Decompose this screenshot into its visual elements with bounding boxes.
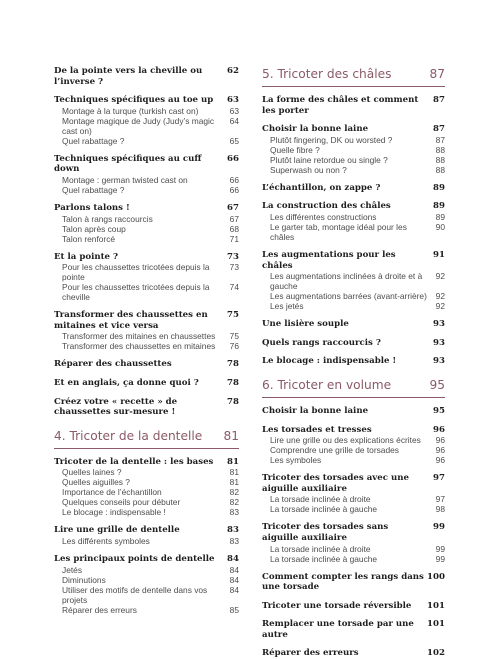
entry-label: Talon renforcé xyxy=(62,233,116,244)
entry-label: Techniques spécifiques au toe up xyxy=(54,95,214,106)
toc-subentry xyxy=(262,301,445,311)
toc-subentry xyxy=(262,155,445,165)
toc-entry xyxy=(54,397,239,418)
page-number: 96 xyxy=(433,424,445,435)
entry-label: Jetés xyxy=(62,564,83,575)
entry-label: Tricoter une torsade réversible xyxy=(262,600,412,611)
page-number: 93 xyxy=(433,319,445,330)
section-title: 5. Tricoter des châles xyxy=(262,67,392,81)
entry-label: Utiliser des motifs de dentelle dans vos projets xyxy=(62,584,208,605)
page-number: 90 xyxy=(435,221,445,232)
entry-label: Les jetés xyxy=(270,301,304,312)
toc-subentry xyxy=(54,185,239,195)
page-number: 82 xyxy=(229,487,239,498)
toc-subentry xyxy=(54,175,239,185)
entry-label: Transformer des chaussettes en mitaines et vice versa xyxy=(54,310,208,331)
entry-label: Choisir la bonne laine xyxy=(262,124,369,135)
toc-entry xyxy=(262,95,445,116)
entry-label: Les principaux points de dentelle xyxy=(54,553,215,564)
toc-subentry xyxy=(54,487,239,497)
entry-label: Les augmentations pour les châles xyxy=(262,249,396,271)
toc-subentry xyxy=(262,554,445,564)
page-number: 89 xyxy=(433,201,445,212)
page-number: 93 xyxy=(433,337,445,348)
page-number: 84 xyxy=(229,574,239,585)
toc-subentry xyxy=(54,214,239,224)
toc-subentry xyxy=(262,291,445,301)
toc-entry xyxy=(54,310,239,331)
toc-entry xyxy=(54,525,239,536)
page-number: 87 xyxy=(433,124,445,135)
toc-entry xyxy=(262,201,445,212)
toc-subentry xyxy=(54,575,239,585)
entry-label: Lire une grille ou des explications écrites xyxy=(270,435,421,446)
page-number: 76 xyxy=(229,341,239,352)
page-number: 88 xyxy=(435,164,445,175)
toc-entry xyxy=(54,95,239,106)
page-number: 78 xyxy=(227,377,239,388)
entry-label: Comment compter les rangs dans une torsade xyxy=(262,571,424,593)
page-number: 78 xyxy=(227,359,239,370)
page-number: 84 xyxy=(227,553,239,564)
page-number: 99 xyxy=(435,553,445,564)
entry-label: Le blocage : indispensable ! xyxy=(62,507,166,518)
toc-subentry xyxy=(54,341,239,351)
page-number: 96 xyxy=(435,445,445,456)
entry-label: Quelques conseils pour débuter xyxy=(62,497,181,508)
page-number: 85 xyxy=(229,604,239,615)
toc-entry xyxy=(262,250,445,271)
toc-entry xyxy=(262,338,445,349)
page-number: 67 xyxy=(227,202,239,213)
page-number: 88 xyxy=(435,144,445,155)
entry-label: La forme des châles et comment les porter xyxy=(262,95,419,116)
entry-label: Montage : german twisted cast on xyxy=(62,174,188,185)
toc-entry xyxy=(262,124,445,135)
page-number: 92 xyxy=(435,291,445,302)
page-number: 95 xyxy=(429,377,445,392)
page-number: 65 xyxy=(229,135,239,146)
entry-label: Talon après coup xyxy=(62,223,126,234)
toc-section-heading xyxy=(54,428,239,449)
toc-entry xyxy=(262,601,445,612)
page-number: 64 xyxy=(229,115,239,126)
entry-label: Comprendre une grille de torsades xyxy=(270,445,399,456)
page-number: 75 xyxy=(227,310,239,321)
toc-subentry xyxy=(262,135,445,145)
page-number: 81 xyxy=(223,428,239,443)
toc-subentry xyxy=(54,585,239,605)
toc-entry xyxy=(262,425,445,436)
page-number: 97 xyxy=(435,494,445,505)
toc-subentry xyxy=(54,477,239,487)
entry-label: De la pointe vers la cheville ou l’inverse ? xyxy=(54,66,203,87)
section-title: 6. Tricoter en volume xyxy=(262,377,392,392)
entry-label: Diminutions xyxy=(62,574,106,585)
entry-label: Quelles aiguilles ? xyxy=(62,477,130,488)
page-number: 83 xyxy=(227,525,239,536)
entry-label: Quel rabattage ? xyxy=(62,135,125,146)
toc-section-heading xyxy=(262,66,445,87)
entry-label: Quelles laines ? xyxy=(62,467,122,478)
toc-subentry xyxy=(54,234,239,244)
entry-label: Choisir la bonne laine xyxy=(262,405,369,416)
entry-label: Les différents symboles xyxy=(62,535,150,546)
page-number: 101 xyxy=(427,619,445,630)
toc-entry xyxy=(262,183,445,194)
page-number: 75 xyxy=(229,331,239,342)
section-title: 4. Tricoter de la dentelle xyxy=(54,428,203,443)
toc-entry xyxy=(54,203,239,214)
entry-label: Plutôt fingering, DK ou worsted ? xyxy=(270,134,393,145)
toc-subentry xyxy=(54,116,239,136)
toc-subentry xyxy=(54,497,239,507)
toc-subentry xyxy=(54,224,239,234)
toc-entry xyxy=(262,473,445,494)
entry-label: Remplacer une torsade par une autre xyxy=(262,619,414,640)
entry-label: Pour les chaussettes tricotées depuis la pointe xyxy=(62,262,210,283)
entry-label: Talon à rangs raccourcis xyxy=(62,213,153,224)
page-number: 68 xyxy=(229,223,239,234)
toc-subentry xyxy=(54,331,239,341)
toc-entry xyxy=(262,522,445,543)
entry-label: Plutôt laine retordue ou single ? xyxy=(270,154,388,165)
toc-entry xyxy=(54,378,239,389)
page-number: 73 xyxy=(227,251,239,262)
entry-label: Réparer des erreurs xyxy=(262,648,359,659)
entry-label: Les différentes constructions xyxy=(270,211,377,222)
toc-subentry xyxy=(262,435,445,445)
page-number: 96 xyxy=(435,435,445,446)
entry-label: Une lisière souple xyxy=(262,319,349,330)
page-number: 62 xyxy=(227,66,239,76)
page-number: 71 xyxy=(229,233,239,244)
entry-label: Les torsades et tresses xyxy=(262,424,372,435)
toc-subentry xyxy=(54,282,239,302)
entry-label: Le garter tab, montage idéal pour les châles xyxy=(270,221,407,242)
page-number: 92 xyxy=(435,301,445,312)
page-number: 81 xyxy=(229,477,239,488)
toc-section-heading xyxy=(262,377,445,398)
page-number: 87 xyxy=(429,67,445,81)
entry-label: Montage magique de Judy (Judy’s magic cast on) xyxy=(62,115,215,136)
entry-label: Et en anglais, ça donne quoi ? xyxy=(54,377,199,388)
toc-subentry xyxy=(54,565,239,575)
page-number: 66 xyxy=(229,174,239,185)
toc-entry xyxy=(262,619,445,640)
entry-label: Réparer des erreurs xyxy=(62,604,137,615)
page-number: 67 xyxy=(229,213,239,224)
toc-entry xyxy=(54,66,239,87)
entry-label: Réparer des chaussettes xyxy=(54,359,172,370)
toc-subentry xyxy=(262,271,445,291)
entry-label: Lire une grille de dentelle xyxy=(54,525,180,536)
page-number: 82 xyxy=(229,497,239,508)
page-number: 73 xyxy=(229,262,239,273)
entry-label: Importance de l’échantillon xyxy=(62,487,162,498)
page-number: 89 xyxy=(435,211,445,222)
page-number: 93 xyxy=(433,356,445,367)
page-number: 97 xyxy=(433,473,445,484)
toc-entry xyxy=(262,648,445,659)
entry-label: L’échantillon, on zappe ? xyxy=(262,182,381,193)
entry-label: Tricoter de la dentelle : les bases xyxy=(54,456,214,467)
toc-entry xyxy=(54,252,239,263)
toc-subentry xyxy=(54,106,239,116)
page-number: 81 xyxy=(227,456,239,467)
entry-label: Montage à la turque (turkish cast on) xyxy=(62,105,199,116)
page-number: 101 xyxy=(427,600,445,611)
toc-subentry xyxy=(262,222,445,242)
toc-subentry xyxy=(262,445,445,455)
entry-label: Les augmentations inclinées à droite et à gauche xyxy=(270,271,423,292)
entry-label: Transformer des mitaines en chaussettes xyxy=(62,331,216,342)
entry-label: Les symboles xyxy=(270,455,322,466)
page-number: 88 xyxy=(435,154,445,165)
page-number: 87 xyxy=(433,95,445,105)
entry-label: Transformer des chaussettes en mitaines xyxy=(62,341,216,352)
page-number: 96 xyxy=(435,455,445,466)
entry-label: Quel rabattage ? xyxy=(62,184,125,195)
toc-entry xyxy=(54,554,239,565)
toc-subentry xyxy=(262,212,445,222)
toc-subentry xyxy=(54,507,239,517)
toc-entry xyxy=(54,359,239,370)
toc-subentry xyxy=(54,136,239,146)
toc-subentry xyxy=(262,494,445,504)
page-number: 78 xyxy=(227,396,239,407)
entry-label: Quels rangs raccourcis ? xyxy=(262,337,381,348)
toc-entry xyxy=(262,319,445,330)
page-number: 74 xyxy=(229,282,239,293)
toc-subentry xyxy=(54,262,239,282)
entry-label: Pour les chaussettes tricotées depuis la cheville xyxy=(62,282,210,303)
page-number: 63 xyxy=(229,105,239,116)
entry-label: Quelle fibre ? xyxy=(270,144,320,155)
entry-label: La torsade inclinée à gauche xyxy=(270,504,378,515)
toc-subentry xyxy=(262,504,445,514)
toc-subentry xyxy=(54,536,239,546)
page-number: 99 xyxy=(433,522,445,533)
page-number: 83 xyxy=(229,507,239,518)
page-number: 102 xyxy=(427,648,445,659)
page-number: 89 xyxy=(433,182,445,193)
page-number: 98 xyxy=(435,504,445,515)
entry-label: La torsade inclinée à droite xyxy=(270,543,371,554)
entry-label: Parlons talons ! xyxy=(54,202,130,213)
entry-label: Tricoter des torsades avec une aiguille auxiliaire xyxy=(262,473,409,494)
entry-label: Et la pointe ? xyxy=(54,251,119,262)
page-number: 99 xyxy=(435,543,445,554)
toc-subentry xyxy=(262,544,445,554)
toc-entry xyxy=(54,457,239,468)
toc-entry xyxy=(54,154,239,175)
entry-label: Superwash ou non ? xyxy=(270,164,347,175)
toc-entry xyxy=(262,356,445,367)
page-number: 92 xyxy=(435,271,445,282)
toc-right-column xyxy=(262,66,445,659)
page-number: 84 xyxy=(229,584,239,595)
entry-label: La construction des châles xyxy=(262,201,391,212)
entry-label: La torsade inclinée à droite xyxy=(270,494,371,505)
entry-label: Créez votre « recette » de chaussettes sur-mesure ! xyxy=(54,396,178,418)
toc-left-column xyxy=(54,66,239,615)
page-number: 66 xyxy=(227,153,239,164)
page-number: 87 xyxy=(435,134,445,145)
entry-label: Techniques spécifiques au cuff down xyxy=(54,153,202,175)
entry-label: Tricoter des torsades sans aiguille auxiliaire xyxy=(262,522,389,543)
page-number: 84 xyxy=(229,564,239,575)
page-number: 100 xyxy=(427,571,445,582)
page-number: 95 xyxy=(433,405,445,416)
page-number: 83 xyxy=(229,535,239,546)
toc-entry xyxy=(262,572,445,593)
entry-label: La torsade inclinée à gauche xyxy=(270,553,378,564)
entry-label: Le blocage : indispensable ! xyxy=(262,356,397,367)
page-number: 66 xyxy=(229,184,239,195)
page-number: 91 xyxy=(433,249,445,260)
toc-subentry xyxy=(262,165,445,175)
toc-subentry xyxy=(262,455,445,465)
toc-subentry xyxy=(262,145,445,155)
entry-label: Les augmentations barrées (avant-arrière) xyxy=(270,291,427,302)
page-number: 81 xyxy=(229,467,239,478)
toc-subentry xyxy=(54,467,239,477)
toc-subentry xyxy=(54,605,239,615)
toc-entry xyxy=(262,406,445,417)
page-number: 63 xyxy=(227,95,239,106)
